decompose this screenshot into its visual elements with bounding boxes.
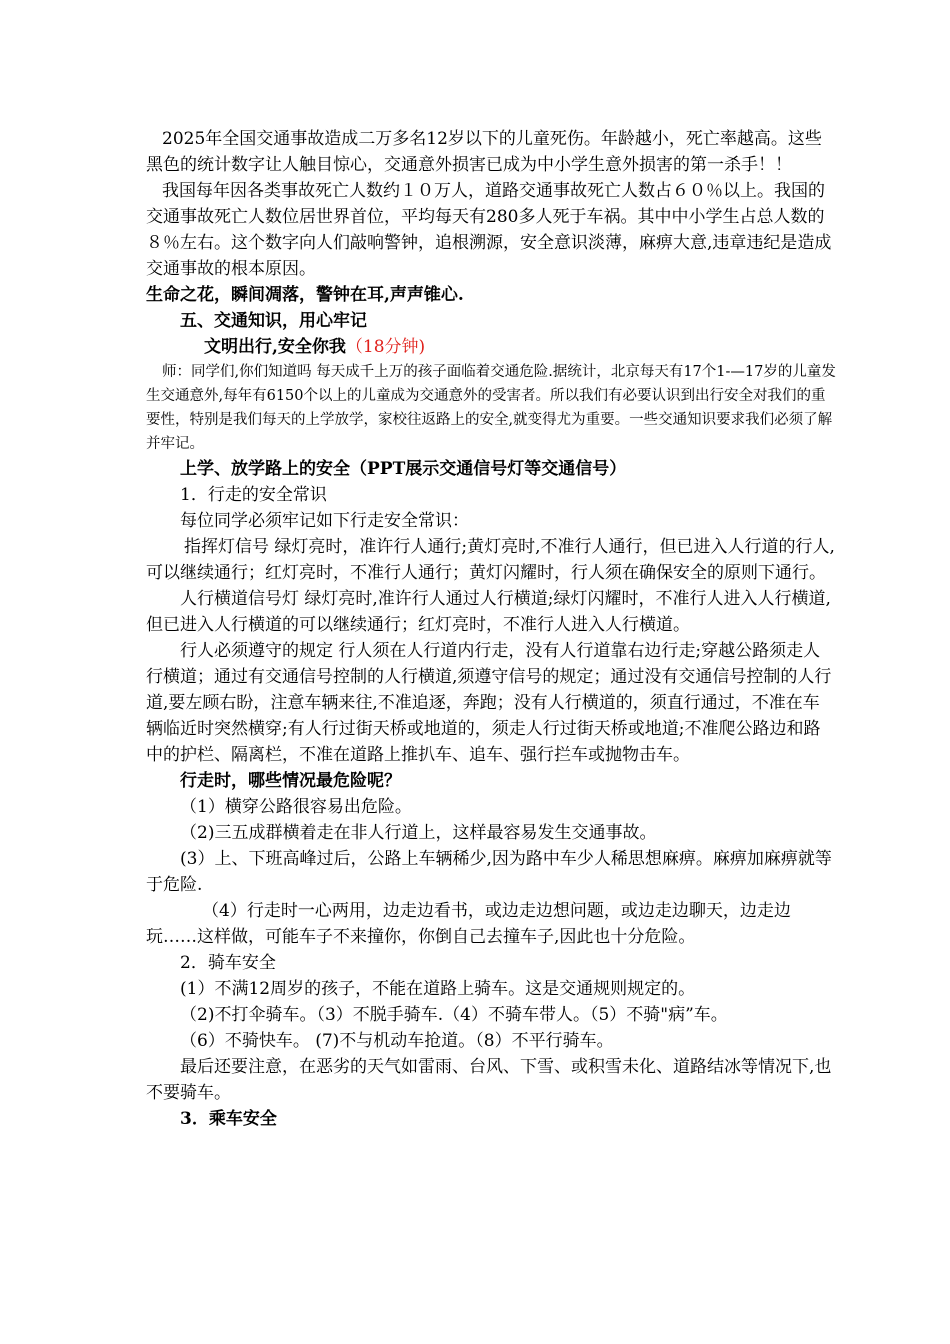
- cycling-rules-2-5: （2)不打伞骑车。（3）不脱手骑车.（4）不骑车带人。（5）不骑"病”车。: [180, 1005, 728, 1025]
- duration-note: （18分钟): [345, 337, 426, 357]
- list-item-4: （4）行走时一心两用，边走边看书，或边走边想问题，或边走边聊天，边走边玩……这样做，可能车子不来撞你，你倒自己去撞车子,因此也十分危险。: [146, 901, 791, 947]
- subheading-riding-safety: 3．乘车安全: [180, 1109, 277, 1129]
- subheading-walking-safety: 1．行走的安全常识: [180, 485, 327, 505]
- cycling-rule-1: (1）不满12周岁的孩子，不能在道路上骑车。这是交通规则规定的。: [180, 979, 696, 999]
- paragraph-signal-lights: 指挥灯信号 绿灯亮时，准许行人通行;黄灯亮时,不准行人通行，但已进入人行道的行人,可以继续通行；红灯亮时，不准行人通行；黄灯闪耀时，行人须在确保安全的原则下通行。: [146, 537, 835, 583]
- paragraph-crosswalk-lights: 人行横道信号灯 绿灯亮时,准许行人通过人行横道;绿灯闪耀时，不准行人进入人行横道,但已进入人行横道的可以继续通行；红灯亮时，不准行人进入人行横道。: [146, 589, 831, 635]
- section-heading-school-route: 上学、放学路上的安全（PPT展示交通信号灯等交通信号）: [180, 459, 627, 479]
- paragraph-slogan: 生命之花，瞬间凋落，警钟在耳,声声锥心.: [146, 285, 464, 305]
- subheading-cycling-safety: 2．骑车安全: [180, 953, 276, 973]
- paragraph-stats-children: 2025年全国交通事故造成二万多名12岁以下的儿童死伤。年龄越小，死亡率越高。这些黑色的统计数字让人触目惊心，交通意外损害已成为中小学生意外损害的第一杀手！！: [146, 129, 822, 175]
- cycling-rules-6-8: （6）不骑快车。 (7)不与机动车抢道。（8）不平行骑车。: [180, 1031, 614, 1051]
- subtitle-line: [146, 334, 836, 360]
- document-body: [146, 126, 836, 1132]
- paragraph-walking-intro: 每位同学必须牢记如下行走安全常识：: [180, 511, 469, 531]
- list-item-2: （2)三五成群横着走在非人行道上，这样最容易发生交通事故。: [180, 823, 657, 843]
- paragraph-pedestrian-rules: 行人必须遵守的规定 行人须在人行道内行走，没有人行道靠右边行走;穿越公路须走人行横道；通过有交通信号控制的人行横道,须遵守信号的规定；通过没有交通信号控制的人行道,要左顾右盼，注意车辆来往,不准追逐，奔跑；没有人行横道的，须直行通过，不准在车辆临近时突然横穿;有人行过街天桥或地道的，须走人行过街天桥或地道;不准爬公路边和路中的护栏、隔离栏，不准在道路上推扒车、追车、强行拦车或抛物击车。: [146, 641, 832, 765]
- list-item-1: （1）横穿公路很容易出危险。: [180, 797, 412, 817]
- section-heading-5: 五、交通知识，用心牢记: [180, 311, 367, 331]
- list-item-3: (3）上、下班高峰过后，公路上车辆稀少,因为路中车少人稀思想麻痹。麻痹加麻痹就等于危险.: [146, 849, 832, 895]
- paragraph-stats-national: 我国每年因各类事故死亡人数约１０万人，道路交通事故死亡人数占６０％以上。我国的交通事故死亡人数位居世界首位，平均每天有280多人死于车祸。其中中小学生占总人数的８％左右。这个数字向人们敲响警钟，追根溯源，安全意识淡薄，麻痹大意,违章违纪是造成交通事故的根本原因。: [146, 181, 832, 279]
- subtitle-text: 文明出行,安全你我: [204, 337, 346, 357]
- paragraph-weather-note: 最后还要注意，在恶劣的天气如雷雨、台风、下雪、或积雪未化、道路结冰等情况下,也不要骑车。: [146, 1057, 832, 1103]
- heading-dangers: 行走时，哪些情况最危险呢？: [180, 771, 401, 791]
- teacher-intro-paragraph: 师：同学们,你们知道吗 每天成千上万的孩子面临着交通危险.据统计，北京每天有17个1-—17岁的儿童发生交通意外,每年有6150个以上的儿童成为交通意外的受害者。所以我们有必要认识到出行安全对我们的重要性，特别是我们每天的上学放学，家校往返路上的安全,就变得尤为重要。一些交通知识要求我们必须了解并牢记。: [146, 364, 836, 452]
